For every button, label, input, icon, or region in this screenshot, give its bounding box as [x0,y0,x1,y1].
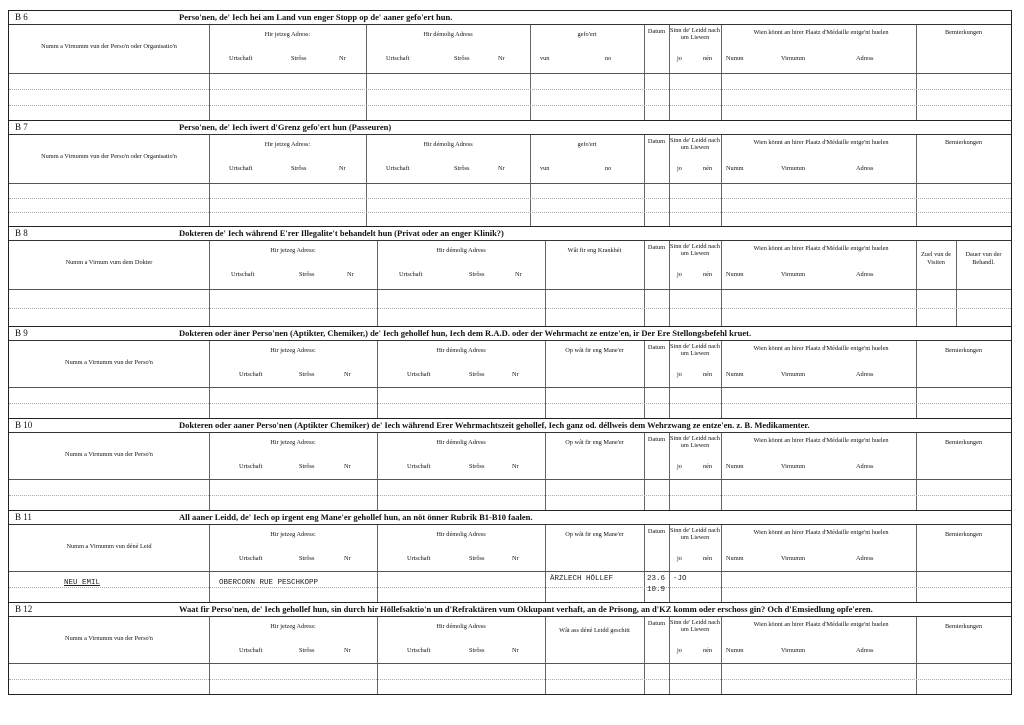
col-duration: Dauer vun der Behandl. [965,251,1002,266]
col-name-doctor: Numm a Virnum vum dem Dokter [65,259,153,266]
section-title: Perso'nen, de' Iech iwert d'Grenz gefo'ert hun (Passeuren) [179,122,392,132]
section-b7: B 7 Perso'nen, de' Iech iwert d'Grenz gefo'ert hun (Passeuren) Numm a Virnumm vun der Perso'n oder Organisatio'n Hir jetzeg Adress: Urtschaft Strôss Nr Hir démolig Adress Urtschaft Strôss Nr gefo'ert vun no Datum Sinn de' Leidd nach um Liewen jo nén Wien könnt an hirer Plaatz d'Médaille entge'nt huelen Numm Virnumm Adress Bemierkungen [9,121,1011,227]
col-illness: Wât fir eng Krankhét [567,247,622,254]
section-b6: B 6 Perso'nen, de' Iech hei am Land vun enger Stopp op de' aaner gefo'ert hun. Numm a Virnumm vun der Perso'n oder Organisatio'n Hir jetzeg Adress: Urtschaft Strôss Nr Hir démolig Adress Urtschaft Strôss Nr gefo'ert vun no Datum Sinn de' Leidd nach um Liewen jo nén Wien könnt an hirer Plaatz d'Médaille entge'nt huelen Numm Virnumm Adress Bemierkungen [9,11,1011,121]
section-b8: B 8 Dokteren de' Iech während E'rer Illegalite't behandelt hun (Privat oder an enger Klinik?) Numm a Virnum vum dem Dokter Hir jetzeg Adress: Urtschaft Strôss Nr Hir démolig Adress Urtschaft Strôss Nr Wât fir eng Krankhét Datum Sinn de' Leidd nach um Liewen jo nén Wien könnt an hirer Plaatz d'Médaille entge'nt huelen Numm Virnumm Adress Zuel vun de Visiten Dauer vun der Behandl. [9,227,1011,327]
col-visits: Zuel vun de Visiten [920,251,952,266]
col-manner: Op wât fir eng Mane'er [565,347,624,354]
section-b10: B 10 Dokteren oder aaner Perso'nen (Aptikter Chemiker) de' Iech während Erer Wehrmachtszeit gehollef, Iech ganz od. déllweis dem Wehrzwang ze entze'en. z. B. Medikamenter. Numm a Virnumm vun der Perso'n Hir jetzeg Adress: Urtschaft Strôss Nr Hir démolig Adress Urtschaft Strôss Nr Op wât fir eng Mane'er Datum Sinn de' Leidd nach um Liewen jo nén Wien könnt an hirer Plaatz d'Médaille entge'nt huelen Numm Virnumm Adress Bemierkungen [9,419,1011,511]
section-code: B 8 [15,228,28,238]
resistance-help-form [8,10,1012,695]
entry-manner: ÄRZLECH HÖLLEF [550,575,614,583]
entry-current-address: OBERCORN RUE PESCHKOPP [219,579,319,587]
section-title: Dokteren oder äner Perso'nen (Aptikter, Chemiker,) de' Iech gehollef hun, Iech dem R.A.D. oder der Wehrmacht ze entze'en, ir Der Ere Stellongsbefehl kruet. [179,328,752,338]
col-name-leid: Numm a Virnumm vun déné Leid [66,543,152,550]
section-title: Dokteren oder aaner Perso'nen (Aptikter Chemiker) de' Iech während Erer Wehrmachtszeit gehollef, Iech ganz od. déllweis dem Wehrzwang ze entze'en. z. B. Medikamenter. [179,420,810,430]
section-title: Perso'nen, de' Iech hei am Land vun enger Stopp op de' aaner gefo'ert hun. [179,12,453,22]
entry-name: NEU EMIL [64,579,101,587]
col-current-address: Hir jetzeg Adress: [264,31,311,38]
section-b11: B 11 All aaner Leidd, de' Iech op irgent eng Mane'er gehollef hun, an nöt önner Rubrik B1-B10 faalen. Numm a Virnumm vun déné Leid Hir jetzeg Adress: Urtschaft Strôss Nr Hir démolig Adress Urtschaft Strôss Nr Op wât fir eng Mane'er Datum Sinn de' Leidd nach um Liewen jo nén Wien könnt an hirer Plaatz d'Médaille entge'nt huelen Numm Virnumm Adress Bemierkungen NEU EMIL OBERCORN RUE PESCHKOPP ÄRZLECH HÖLLEF 23.6 10.9 -JO [9,511,1011,603]
section-code: B 10 [15,420,33,430]
col-name-org: Numm a Virnumm vun der Perso'n oder Organisatio'n [41,43,177,50]
col-former-address: Hir démolig Adress [423,31,473,38]
section-title: Waat fir Perso'nen, de' Iech gehollef hun, sin durch hir Höllefsaktio'n un d'Refraktären vum Okkupant verhaft, an de Prisong, an d'KZ komm oder erschoss gin? Och d'Emsiedlung opfe'eren. [179,604,873,614]
entry-date-1: 23.6 [647,575,666,583]
entry-date-2: 10.9 [647,586,666,594]
section-code: B 6 [15,12,28,22]
section-b12: B 12 Waat fir Perso'nen, de' Iech gehollef hun, sin durch hir Höllefsaktio'n un d'Refraktären vum Okkupant verhaft, an de Prisong, an d'KZ komm oder erschoss gin? Och d'Emsiedlung opfe'eren. Numm a Virnumm vun der Perso'n Hir jetzeg Adress: Urtschaft Strôss Nr Hir démolig Adress Urtschaft Strôss Nr Wât ass déné Leidd geschitt Datum Sinn de' Leidd nach um Liewen jo nén Wien könnt an hirer Plaatz d'Médaille entge'nt huelen Numm Virnumm Adress Bemierkungen [9,603,1011,694]
section-title: All aaner Leidd, de' Iech op irgent eng Mane'er gehollef hun, an nöt önner Rubrik B1-B10 faalen. [179,512,533,522]
col-guided: gefo'ert [577,31,597,38]
section-code: B 7 [15,122,28,132]
entry-alive-yes: -JO [673,575,687,583]
col-what-happened: Wât ass déné Leidd geschitt [559,627,630,634]
section-code: B 11 [15,512,32,522]
section-code: B 9 [15,328,28,338]
section-b9: B 9 Dokteren oder äner Perso'nen (Aptikter, Chemiker,) de' Iech gehollef hun, Iech dem R.A.D. oder der Wehrmacht ze entze'en, ir Der Ere Stellongsbefehl kruet. Numm a Virnumm vun der Perso'n Hir jetzeg Adress: Urtschaft Strôss Nr Hir démolig Adress Urtschaft Strôss Nr Op wât fir eng Mane'er Datum Sinn de' Leidd nach um Liewen jo nén Wien könnt an hirer Plaatz d'Médaille entge'nt huelen Numm Virnumm Adress Bemierkungen [9,327,1011,419]
section-title: Dokteren de' Iech während E'rer Illegalite't behandelt hun (Privat oder an enger Klinik?) [179,228,504,238]
section-code: B 12 [15,604,33,614]
